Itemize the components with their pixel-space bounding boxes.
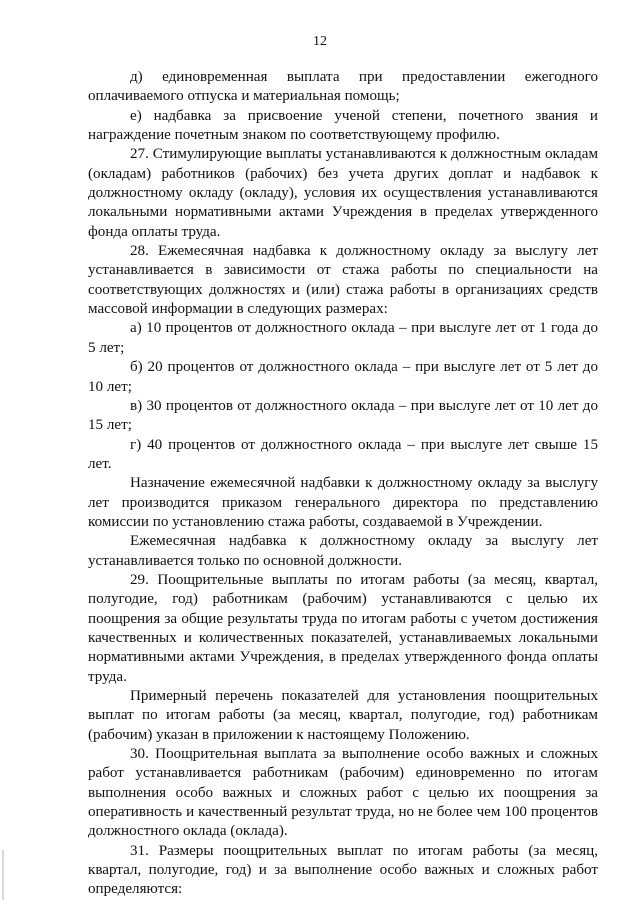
paragraph-28-appointment: Назначение ежемесячной надбавки к должностному окладу за выслугу лет производится приказом генерального директора по представлению комиссии по установлению стажа работы, создаваемой в Учреждении.	[88, 475, 598, 530]
paragraph-28: 28. Ежемесячная надбавка к должностному окладу за выслугу лет устанавливается в зависимости от стажа работы по специальности на соответствующих должностях и (или) стажа работы в организациях средств массовой информации в следующих размерах:	[88, 243, 598, 318]
paragraph-28-g: г) 40 процентов от должностного оклада – при выслуге лет свыше 15 лет.	[88, 436, 598, 472]
paragraph-28-b: б) 20 процентов от должностного оклада – при выслуге лет от 5 лет до 10 лет;	[88, 359, 598, 395]
paragraph-e: е) надбавка за присвоение ученой степени, почетного звания и награждение почетным знаком по соответствующему профилю.	[88, 107, 598, 144]
paragraph-28-a: а) 10 процентов от должностного оклада – при выслуге лет от 1 года до 5 лет;	[88, 320, 598, 356]
paragraph-27: 27. Стимулирующие выплаты устанавливаются к должностным окладам (окладам) работников (рабочих) без учета других доплат и надбавок к должностному окладу (окладу), условия их осуществления устанавливаются локальными нормативными актами Учреждения в пределах утвержденного фонда оплаты труда.	[88, 146, 598, 240]
paragraph-28-main-position: Ежемесячная надбавка к должностному окладу за выслугу лет устанавливается только по основной должности.	[88, 533, 598, 569]
paragraph-30: 30. Поощрительная выплата за выполнение особо важных и сложных работ устанавливается работникам (рабочим) единовременно по итогам выполнения особо важных и сложных работ с целью их поощрения за оперативность и качественный результат труда, но не более чем 100 процентов должностного оклада (оклада).	[88, 746, 598, 840]
document-body	[88, 68, 598, 900]
paragraph-29: 29. Поощрительные выплаты по итогам работы (за месяц, квартал, полугодие, год) работникам (рабочим) устанавливаются с целью их поощрения за общие результаты труда по итогам работы с учетом достижения качественных и количественных показателей, устанавливаемых локальными нормативными актами Учреждения, в пределах утвержденного фонда оплаты труда.	[88, 571, 598, 685]
paragraph-31: 31. Размеры поощрительных выплат по итогам работы (за месяц, квартал, полугодие, год) и за выполнение особо важных и сложных работ определяются:	[88, 842, 598, 898]
scan-edge-mark	[2, 850, 4, 900]
page-number: 12	[313, 34, 327, 49]
paragraph-28-v: в) 30 процентов от должностного оклада – при выслуге лет от 10 лет до 15 лет;	[88, 397, 598, 434]
paragraph-29-indicators: Примерный перечень показателей для установления поощрительных выплат по итогам работы (за месяц, квартал, полугодие, год) работникам (рабочим) указан в приложении к настоящему Положению.	[88, 688, 598, 743]
paragraph-d: д) единовременная выплата при предоставлении ежегодного оплачиваемого отпуска и материальная помощь;	[88, 69, 598, 105]
